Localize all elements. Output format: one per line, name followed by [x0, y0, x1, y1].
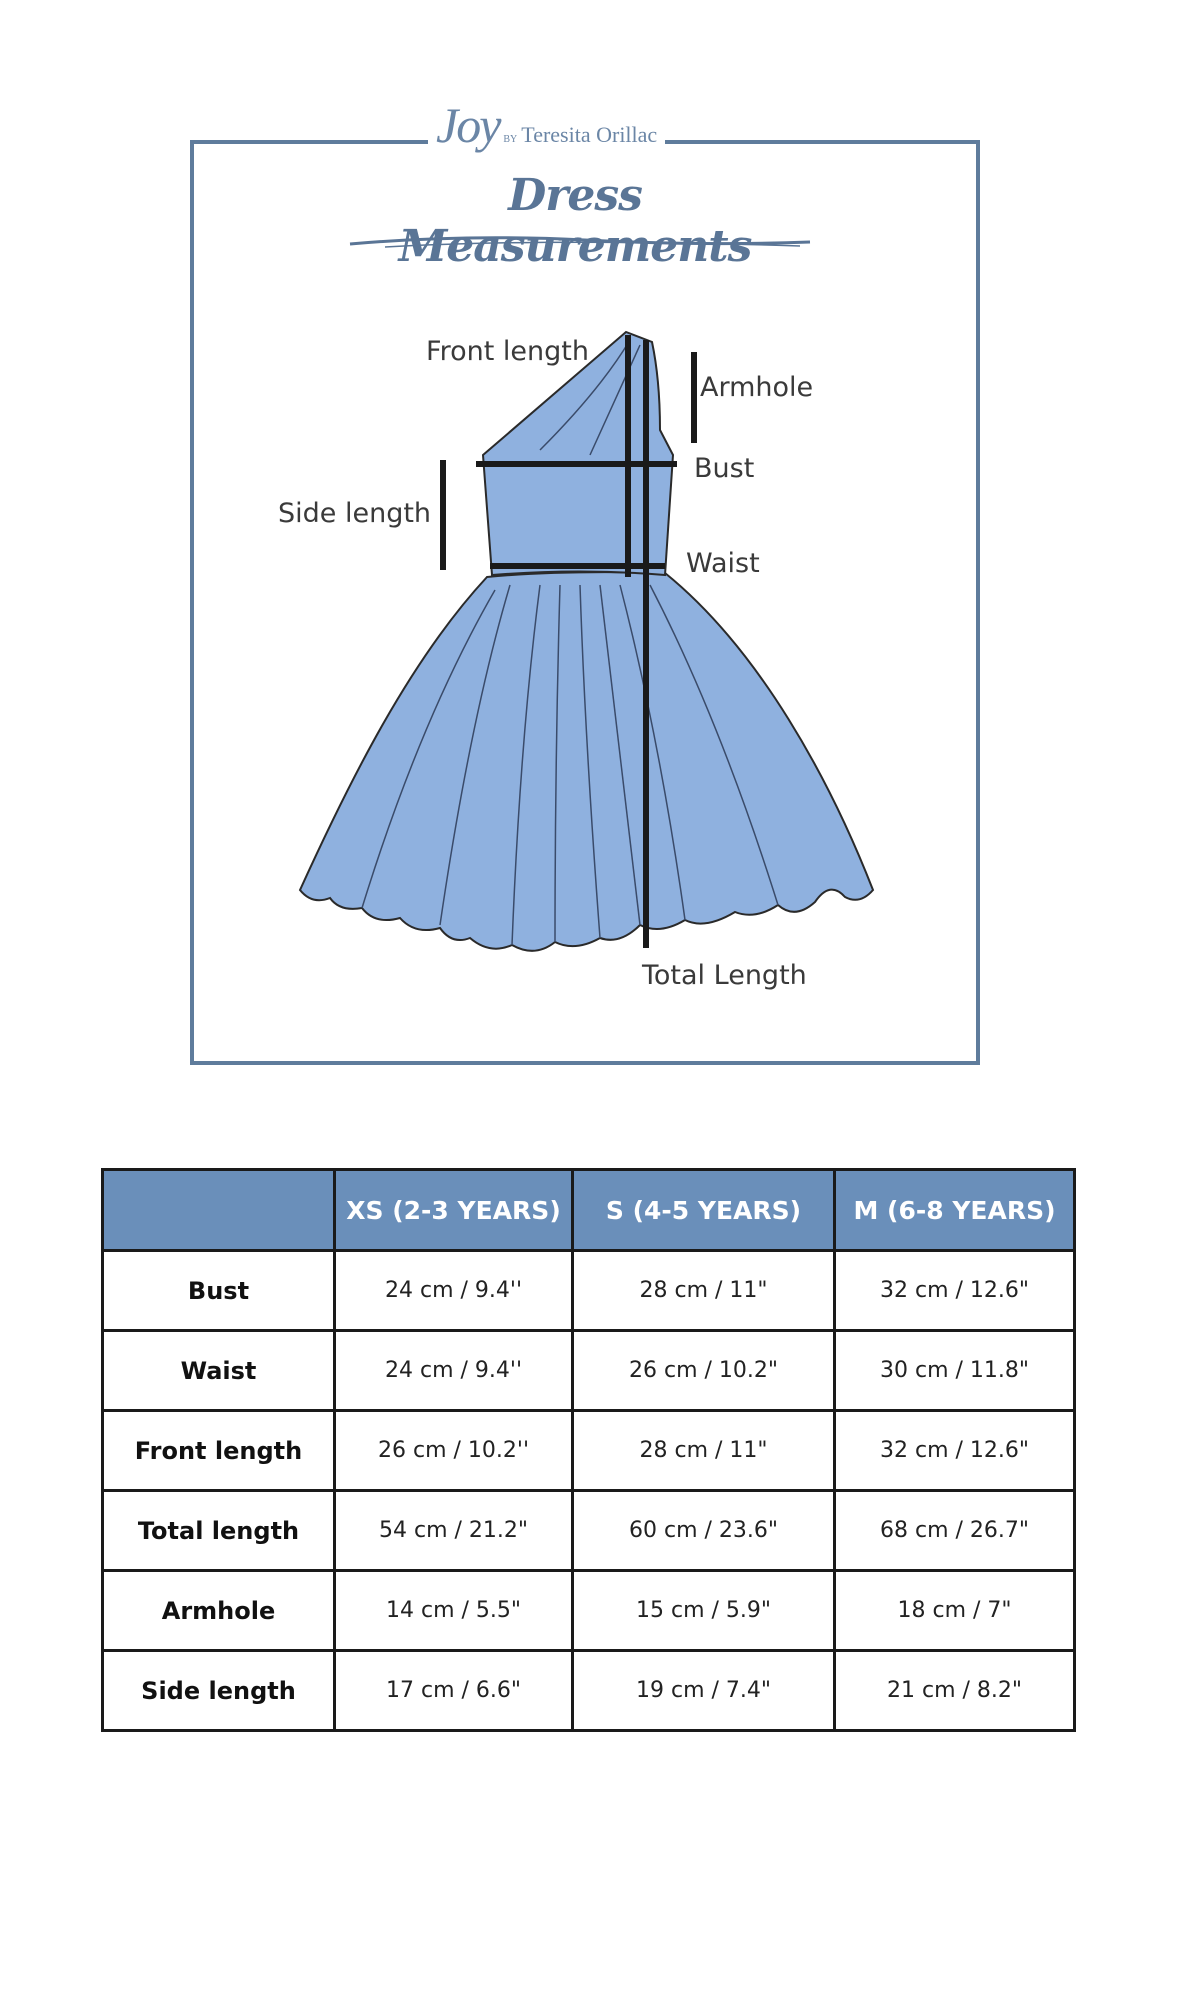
table-row — [103, 1411, 1075, 1491]
table-cell: 68 cm / 26.7" — [835, 1491, 1075, 1571]
page-title: Dress Measurements — [398, 170, 752, 272]
row-label: Total length — [103, 1491, 335, 1571]
table-row — [103, 1491, 1075, 1571]
header-size-m: M (6-8 YEARS) — [835, 1170, 1075, 1251]
row-label: Front length — [103, 1411, 335, 1491]
header-size-xs: XS (2-3 YEARS) — [335, 1170, 573, 1251]
table-cell: 28 cm / 11" — [573, 1251, 835, 1331]
label-front-length: Front length — [426, 336, 589, 367]
table-row — [103, 1251, 1075, 1331]
header-size-s: S (4-5 YEARS) — [573, 1170, 835, 1251]
table-cell: 54 cm / 21.2" — [335, 1491, 573, 1571]
table-cell: 18 cm / 7" — [835, 1571, 1075, 1651]
table-cell: 26 cm / 10.2'' — [335, 1411, 573, 1491]
brand-logo-maker: Teresita Orillac — [521, 122, 658, 147]
table-cell: 24 cm / 9.4'' — [335, 1251, 573, 1331]
table-cell: 28 cm / 11" — [573, 1411, 835, 1491]
brand-logo-main: Joy — [436, 97, 500, 153]
dress-illustration — [300, 332, 873, 951]
table-cell: 17 cm / 6.6" — [335, 1651, 573, 1731]
row-label: Side length — [103, 1651, 335, 1731]
table-row — [103, 1571, 1075, 1651]
table-cell: 15 cm / 5.9" — [573, 1571, 835, 1651]
header-blank — [103, 1170, 335, 1251]
table-cell: 21 cm / 8.2" — [835, 1651, 1075, 1731]
table-cell: 30 cm / 11.8" — [835, 1331, 1075, 1411]
dress-skirt — [300, 572, 873, 951]
brand-logo-by: BY — [503, 134, 518, 145]
label-side-length: Side length — [278, 498, 432, 529]
table-cell: 24 cm / 9.4'' — [335, 1331, 573, 1411]
table-row — [103, 1651, 1075, 1731]
table-cell: 14 cm / 5.5" — [335, 1571, 573, 1651]
table-cell: 26 cm / 10.2" — [573, 1331, 835, 1411]
row-label: Armhole — [103, 1571, 335, 1651]
size-chart-table — [101, 1168, 1076, 1732]
label-bust: Bust — [694, 453, 755, 484]
table-cell: 60 cm / 23.6" — [573, 1491, 835, 1571]
label-armhole: Armhole — [700, 372, 814, 403]
row-label: Waist — [103, 1331, 335, 1411]
table-row — [103, 1331, 1075, 1411]
row-label: Bust — [103, 1251, 335, 1331]
table-cell: 32 cm / 12.6" — [835, 1251, 1075, 1331]
label-waist: Waist — [686, 548, 760, 579]
table-header-row — [103, 1170, 1075, 1251]
table-cell: 32 cm / 12.6" — [835, 1411, 1075, 1491]
table-cell: 19 cm / 7.4" — [573, 1651, 835, 1731]
label-total-length: Total Length — [642, 960, 807, 991]
